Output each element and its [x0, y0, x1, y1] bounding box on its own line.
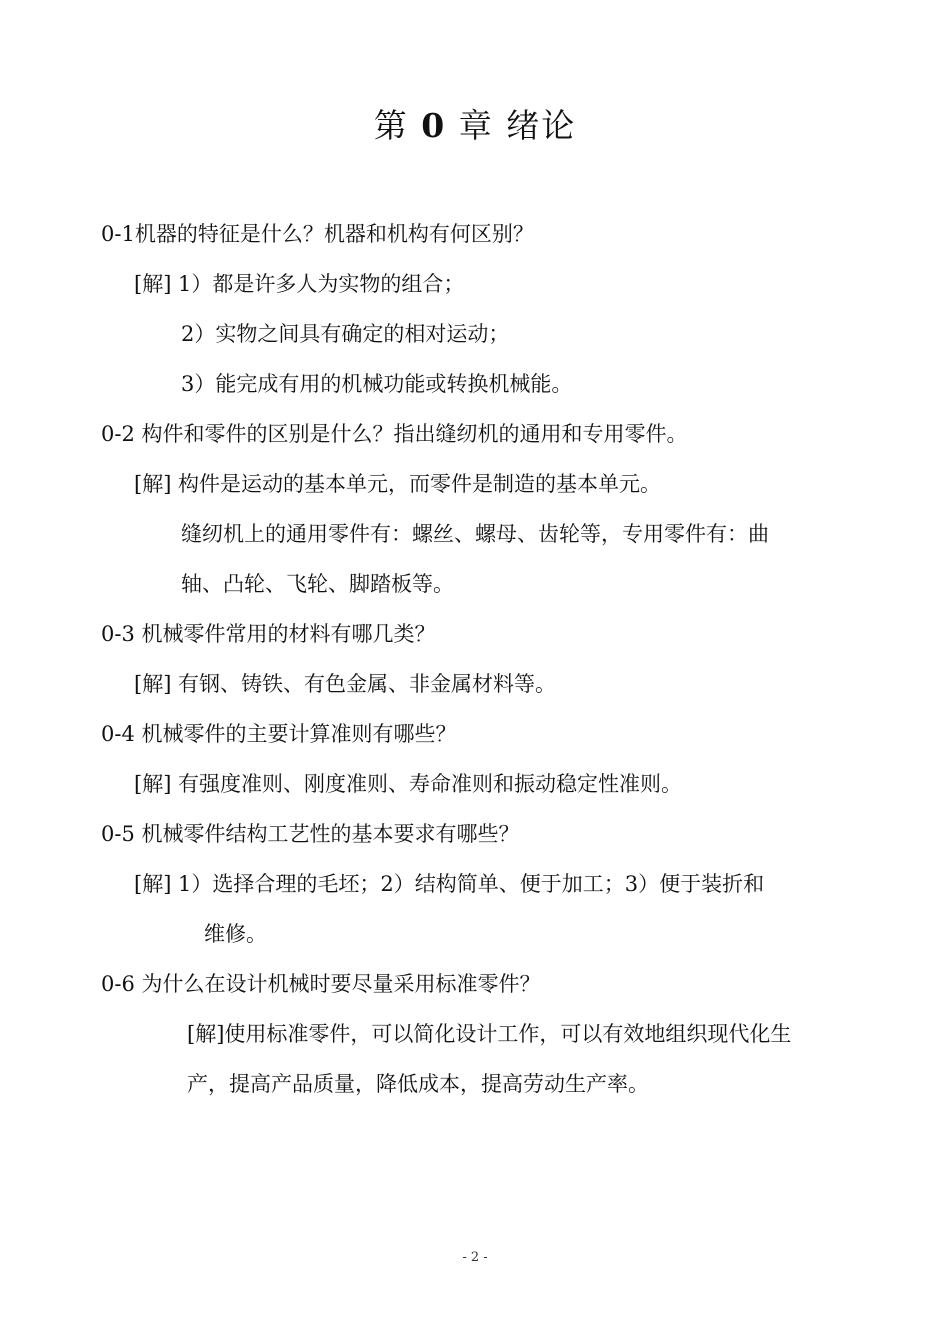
- answer-0-4: [解] 有强度准则、刚度准则、寿命准则和振动稳定性准则。: [134, 772, 683, 796]
- page-number: - 2 -: [462, 1250, 488, 1265]
- answer-0-5-line2: 维修。: [204, 922, 267, 946]
- question-0-1: 0-1机器的特征是什么？机器和机构有何区别？: [101, 222, 534, 246]
- answer-0-6-line1: [解]使用标准零件，可以简化设计工作，可以有效地组织现代化生: [187, 1022, 792, 1046]
- chapter-title: [0, 100, 950, 147]
- answer-0-5-line1: [解] 1）选择合理的毛坯；2）结构简单、便于加工；3）便于装折和: [134, 872, 765, 896]
- answer-0-2-line2: 缝纫机上的通用零件有：螺丝、螺母、齿轮等，专用零件有：曲: [181, 522, 769, 546]
- answer-0-3: [解] 有钢、铸铁、有色金属、非金属材料等。: [134, 672, 557, 696]
- question-0-5: 0-5 机械零件结构工艺性的基本要求有哪些？: [101, 822, 520, 846]
- title-prefix: 第: [373, 106, 409, 145]
- question-0-2: 0-2 构件和零件的区别是什么？指出缝纫机的通用和专用零件。: [101, 422, 688, 446]
- question-0-6: 0-6 为什么在设计机械时要尽量采用标准零件？: [101, 972, 541, 996]
- question-0-4: 0-4 机械零件的主要计算准则有哪些？: [101, 722, 457, 746]
- title-suffix: 章 绪论: [458, 106, 577, 145]
- answer-0-6-line2: 产，提高产品质量，降低成本，提高劳动生产率。: [187, 1072, 649, 1096]
- title-number: 0: [421, 106, 447, 145]
- answer-0-1-line2: 2）实物之间具有确定的相对运动；: [181, 322, 510, 346]
- question-0-3: 0-3 机械零件常用的材料有哪几类？: [101, 622, 436, 646]
- answer-0-1-line1: [解] 1）都是许多人为实物的组合；: [134, 272, 465, 296]
- answer-0-2-line1: [解] 构件是运动的基本单元，而零件是制造的基本单元。: [134, 472, 662, 496]
- answer-0-2-line3: 轴、凸轮、飞轮、脚踏板等。: [181, 572, 454, 596]
- answer-0-1-line3: 3）能完成有用的机械功能或转换机械能。: [181, 372, 573, 396]
